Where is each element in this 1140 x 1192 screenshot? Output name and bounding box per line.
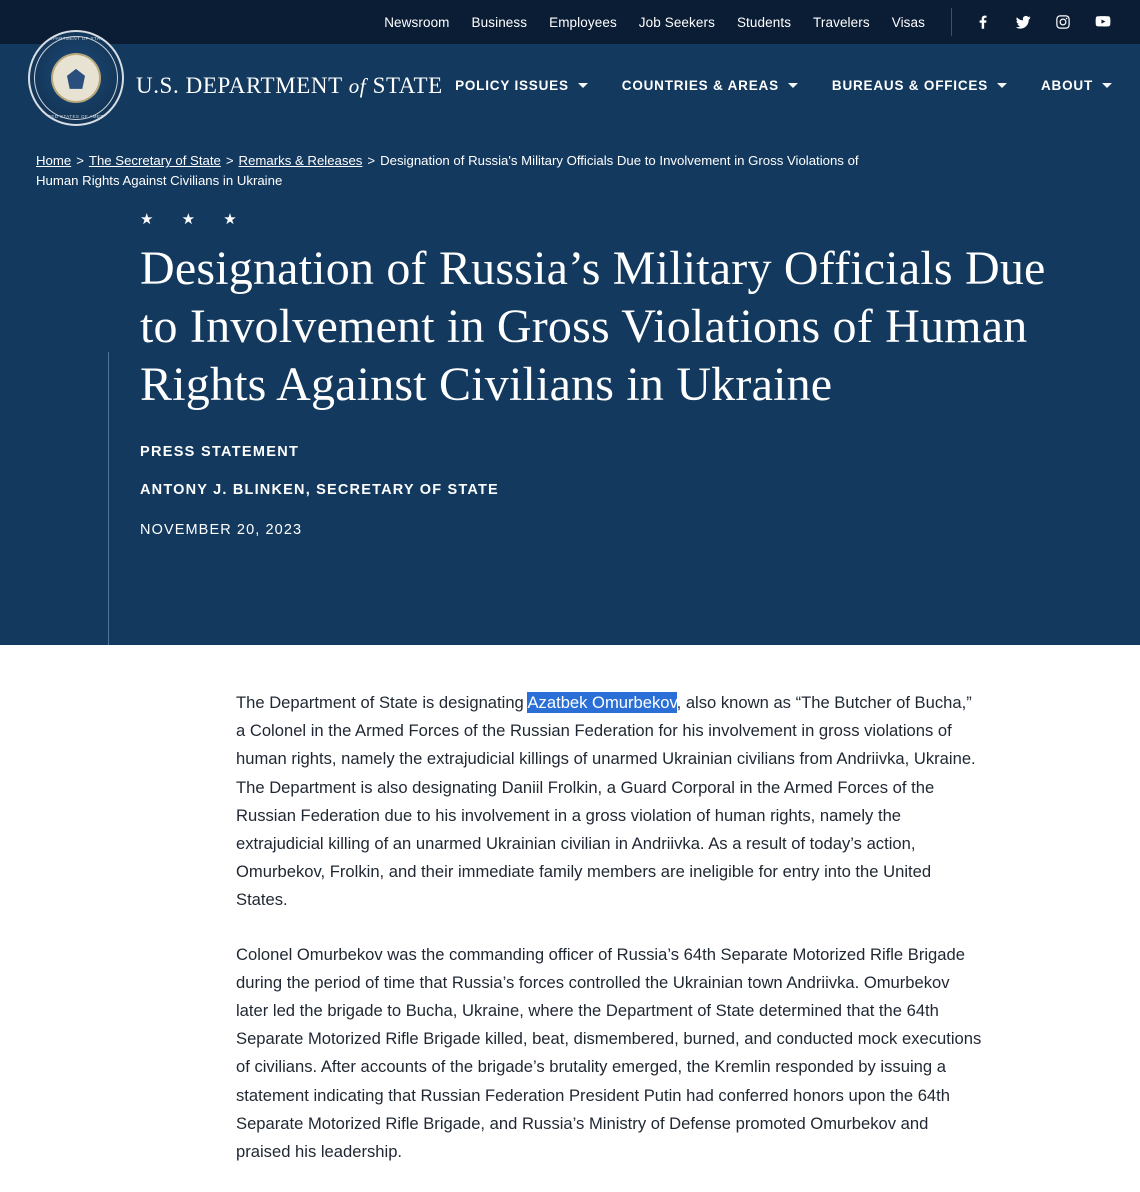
chevron-down-icon (578, 83, 588, 88)
brand-suffix: STATE (366, 72, 443, 98)
paragraph-1-after: , also known as “The Butcher of Bucha,” a Colonel in the Armed Forces of the Russian Federation for his involvement in gross violations of human rights, namely the extrajudicial killings of unarmed Ukrainian civilians from Andriivka, Ukraine. The Department is also designating Daniil Frolkin, a Guard Corporal in the Armed Forces of the Russian Federation due to his involvement in a gross violation of human rights, namely the extrajudicial killing of an unarmed Ukrainian civilian in Andriivka. As a result of today’s action, Omurbekov, Frolkin, and their immediate family members are ineligible for entry into the United States. (236, 693, 976, 910)
paragraph-2: Colonel Omurbekov was the commanding officer of Russia’s 64th Separate Motorized Rifle Brigade during the period of time that Russia’s forces controlled the Ukrainian town Andriivka. Omurbekov later led the brigade to Bucha, Ukraine, where the Department of State determined that the 64th Separate Motorized Rifle Brigade killed, beat, dismembered, burned, and conducted mock executions of civilians. After accounts of the brigade’s brutality emerged, the Kremlin responded by issuing a statement indicating that Russian Federation President Putin had conferred honors upon the 64th Separate Motorized Rifle Brigade, and Russia’s Ministry of Defense promoted Omurbekov and praised his leadership. (236, 944, 982, 1162)
breadcrumb-secretary[interactable]: The Secretary of State (88, 153, 221, 168)
brand-prefix: U.S. DEPARTMENT (136, 72, 349, 98)
utility-link-students[interactable]: Students (736, 14, 792, 30)
paragraph-1-before: The Department of State is designating (236, 693, 528, 712)
nav-countries-areas[interactable] (622, 78, 798, 93)
breadcrumb-current: Designation of Russia's Military Officials Due to Involvement in Gross Violations of Human Rights Against Civilians in Ukraine (36, 153, 859, 189)
utility-bar (0, 0, 1140, 44)
divider (951, 8, 952, 36)
facebook-icon[interactable] (974, 13, 992, 31)
publish-date: NOVEMBER 20, 2023 (140, 522, 303, 539)
nav-about[interactable] (1041, 78, 1112, 93)
nav-about-label: ABOUT (1041, 78, 1093, 93)
breadcrumb (0, 127, 900, 192)
breadcrumb-separator: > (225, 153, 234, 168)
main-nav (455, 78, 1140, 93)
article-body (0, 645, 1140, 1166)
breadcrumb-home[interactable]: Home (36, 153, 72, 168)
utility-link-newsroom[interactable]: Newsroom (384, 14, 450, 30)
utility-link-business[interactable]: Business (471, 14, 528, 30)
breadcrumb-separator: > (76, 153, 84, 168)
breadcrumb-remarks[interactable]: Remarks & Releases (238, 153, 363, 168)
instagram-icon[interactable] (1054, 13, 1072, 31)
nav-policy-issues[interactable] (455, 78, 588, 93)
seal-bottom-text: UNITED STATES OF AMERICA (39, 114, 113, 119)
department-seal-icon[interactable] (28, 30, 124, 126)
hero-section (0, 127, 1140, 645)
page-title: Designation of Russia’s Military Officials Due to Involvement in Gross Violations of Human Rights Against Civilians in Ukraine (140, 241, 1046, 412)
breadcrumb-separator: > (367, 153, 376, 168)
utility-link-job-seekers[interactable]: Job Seekers (638, 14, 715, 30)
chevron-down-icon (1102, 83, 1112, 88)
nav-countries-areas-label: COUNTRIES & AREAS (621, 78, 779, 93)
utility-link-visas[interactable]: Visas (891, 14, 925, 30)
selected-text-highlight[interactable]: Azatbek Omurbekov (527, 693, 677, 712)
utility-link-travelers[interactable]: Travelers (813, 14, 870, 30)
nav-bureaus-offices-label: BUREAUS & OFFICES (831, 78, 988, 93)
content-type-label: PRESS STATEMENT (140, 444, 300, 461)
brand-of: of (348, 73, 367, 98)
paragraph-1 (236, 689, 984, 915)
twitter-icon[interactable] (1014, 13, 1032, 31)
seal-eagle-icon (53, 55, 99, 101)
social-links (974, 13, 1112, 31)
utility-nav (384, 15, 925, 30)
stars-decoration: ★ ★ ★ (140, 210, 249, 228)
hero-vertical-rule (108, 352, 109, 645)
seal-top-text: DEPARTMENT OF STATE (45, 36, 107, 41)
nav-policy-issues-label: POLICY ISSUES (455, 78, 569, 93)
utility-link-employees[interactable]: Employees (549, 14, 617, 30)
chevron-down-icon (788, 83, 798, 88)
byline: ANTONY J. BLINKEN, SECRETARY OF STATE (140, 482, 499, 499)
article-inner (236, 689, 984, 1166)
youtube-icon[interactable] (1094, 13, 1112, 31)
chevron-down-icon (997, 83, 1007, 88)
site-title (136, 73, 443, 99)
site-header (0, 36, 1140, 127)
nav-bureaus-offices[interactable] (832, 78, 1007, 93)
hero-content (0, 192, 1140, 598)
